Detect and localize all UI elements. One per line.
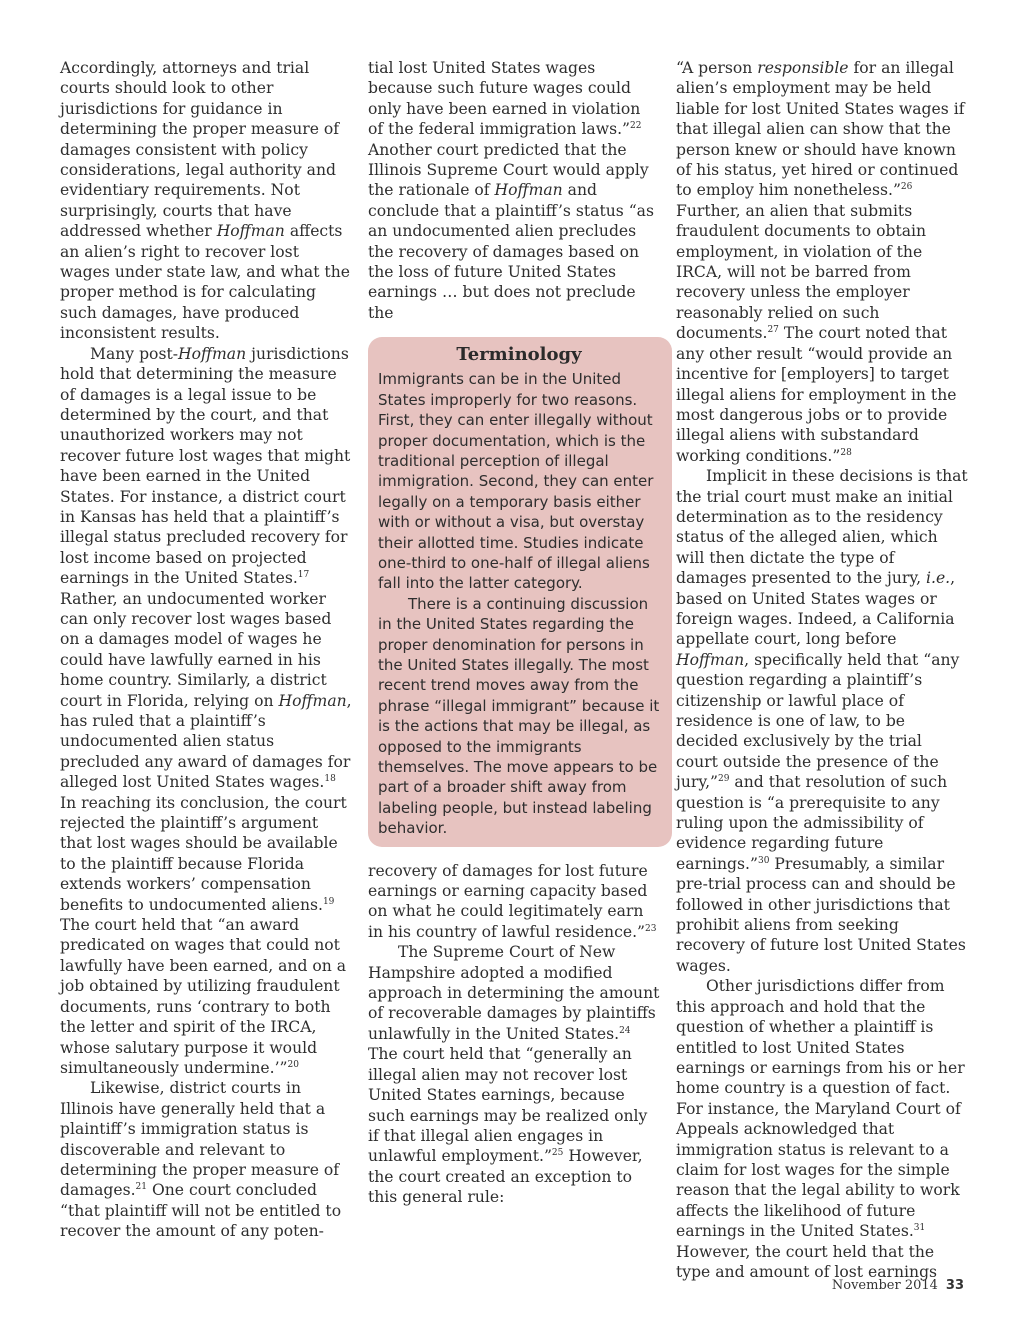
sidebar-title: Terminology — [456, 344, 582, 366]
paragraph: “A person responsible for an illegal alien’s employment may be held liable for lost United States wages if that illegal alien can show that the person knew or should have known of his status, yet hired or continued to employ him nonetheless.”$^{26}$ Further, an alien that submits fraudulent documents to obtain employment, in violation of the IRCA, will not be barred from recovery unless the employer reasonably relied on such documents.$^{27}$ The court noted that any other result “would provide an incentive for [employers] to target illegal aliens for employment in the most dangerous jobs or to provide illegal aliens with substandard working conditions.”$^{28}$ — [676, 59, 965, 465]
sidebar-paragraph: Immigrants can be in the United States improperly for two reasons. First, they can enter illegally without proper documentation, which is the traditional perception of illegal immigration. Second, they can enter legally on a temporary basis either with or without a visa, but overstay their allotted time. Studies indicate one-third to one-half of illegal aliens fall into the latter category. — [378, 370, 654, 593]
paragraph: Likewise, district courts in Illinois have generally held that a plaintiff’s immigration status is discoverable and relevant to determining the proper measure of damages.$^{21}$ One court concluded “that plaintiff will not be entitled to recover the amount of any poten- — [60, 1079, 342, 1241]
sidebar-paragraph: There is a continuing discussion in the United States regarding the proper denomination for persons in the United States illegally. The most recent trend moves away from the phrase “illegal immigrant” because it is the actions that may be illegal, as opposed to the immigrants themselves. The move appears to be part of a broader shift away from labeling people, but instead labeling behavior. — [378, 594, 660, 838]
paragraph: recovery of damages for lost future earnings or earning capacity based on what he could legitimately earn in his country of lawful residence.”$^{23}$ — [368, 861, 657, 941]
paragraph: The Supreme Court of New Hampshire adopted a modified approach in determining the amount of recoverable damages by plaintiffs unlawfully in the United States.$^{24}$ The court held that “generally an illegal alien may not recover lost United States earnings, because such earnings may be realized only if that illegal alien engages in unlawful employment.”$^{25}$ However, the court created an exception to this general rule: — [368, 943, 660, 1207]
paragraph: tial lost United States wages because such future wages could only have been earned in violation of the federal immigration laws.”$^{22}$ Another court predicted that the Illinois Supreme Court would apply the rationale of Hoffman and conclude that a plaintiff’s status “as an undocumented alien precludes the recovery of damages based on the loss of future United States earnings … but does not preclude the — [368, 59, 654, 322]
column-2 — [368, 58, 660, 1208]
paragraph: Accordingly, attorneys and trial courts should look to other jurisdictions for guidance in determining the proper measure of damages consistent with policy considerations, legal authority and evidentiary requirements. Not surprisingly, courts that have addressed whether Hoffman affects an alien’s right to recover lost wages under state law, and what the proper method is for calculating such damages, have produced inconsistent results. — [60, 59, 350, 343]
paragraph: Other jurisdictions differ from this approach and hold that the question of whether a plaintiff is entitled to lost United States earnings or earnings from his or her home country is a question of fact. For instance, the Maryland Court of Appeals acknowledged that immigration status is relevant to a claim for lost wages for the simple reason that the legal ability to work affects the likelihood of future earnings in the United States.$^{31}$ However, the court held that the type and amount of lost earnings — [676, 977, 965, 1281]
column-3 — [676, 58, 968, 1282]
column-1 — [60, 58, 352, 1242]
terminology-sidebar — [368, 337, 672, 846]
page-number: 33 — [945, 1278, 964, 1293]
issue-date: November 2014 — [831, 1278, 938, 1293]
paragraph: Many post-Hoffman jurisdictions hold that determining the measure of damages is a legal issue to be determined by the court, and that unauthorized workers may not recover future lost wages that might have been earned in the United States. For instance, a district court in Kansas has held that a plaintiff’s illegal status precluded recovery for lost income based on projected earnings in the United States.$^{17}$ Rather, an undocumented worker can only recover lost wages based on a damages model of wages he could have lawfully earned in his home country. Similarly, a district court in Florida, relying on Hoffman, has ruled that a plaintiff’s undocumented alien status precluded any award of damages for alleged lost United States wages.$^{18}$ In reaching its conclusion, the court rejected the plaintiff’s argument that lost wages should be available to the plaintiff because Florida extends workers’ compensation benefits to undocumented aliens.$^{19}$ The court held that “an award predicated on wages that could not lawfully have been earned, and on a job obtained by utilizing fraudulent documents, runs ‘contrary to both the letter and spirit of the IRCA, whose salutary purpose it would simultaneously undermine.’”$^{20}$ — [60, 344, 352, 1077]
page-footer — [832, 1278, 964, 1293]
paragraph: Implicit in these decisions is that the trial court must make an initial determination as to the residency status of the alleged alien, which will then dictate the type of damages presented to the jury, i.e., based on United States wages or foreign wages. Indeed, a California appellate court, long before Hoffman, specifically held that “any question regarding a plaintiff’s citizenship or lawful place of residence is one of law, to be decided exclusively by the trial court outside the presence of the jury,”$^{29}$ and that resolution of such question is “a prerequisite to any ruling upon the admissibility of evidence regarding future earnings.”$^{30}$ Presumably, a similar pre-trial process can and should be followed in other jurisdictions that prohibit aliens from seeking recovery of future lost United States wages. — [676, 467, 968, 975]
